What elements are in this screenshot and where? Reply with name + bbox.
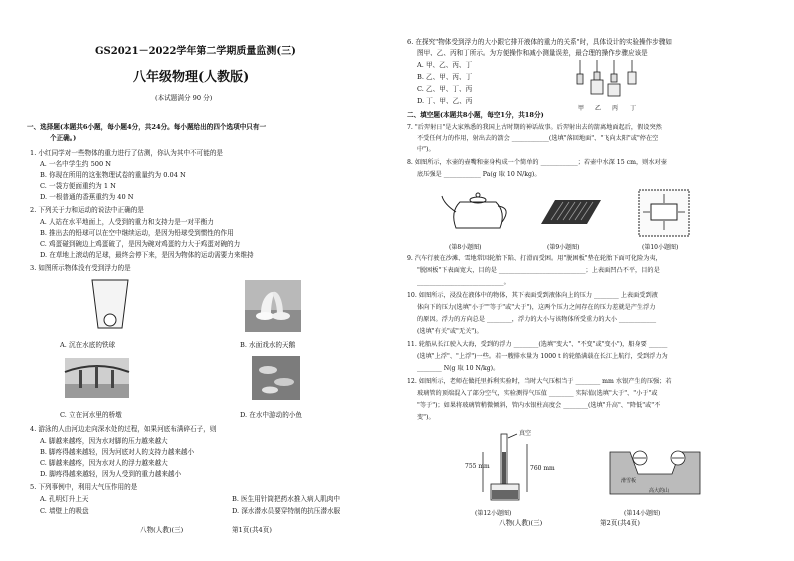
section1-heading-cont: 个正确。)	[50, 134, 77, 142]
q4-stem: 4. 游泳的人由河边走向深水处的过程，如果河底布满碎石子，则	[30, 425, 217, 433]
q6-option-b: B. 乙、甲、丙、丁	[417, 73, 473, 81]
q5-option-c: C. 墙壁上的吸盘	[40, 507, 89, 515]
q6-option-d: D. 丁、甲、乙、丙	[417, 97, 473, 105]
q4-option-c: C. 脚越来越疼，因为水对人的浮力越来越大	[40, 459, 168, 467]
q9-line3: ____________________________。	[417, 279, 510, 286]
q5-option-b: B. 医生用针筒把药水推入病人肌肉中	[232, 495, 340, 503]
fish-image	[252, 356, 300, 400]
q8-line2: 底压强是 ____________ Pa(g 取 10 N/kg)。	[417, 171, 541, 178]
q2-stem: 2. 下列关于力和运动的说法中正确的是	[30, 206, 144, 214]
q11-line2: (选填"上浮"、"上浮")一些。若一艘排水量为 1000 t 的轮船满载在长江上航行，受到浮力为	[417, 353, 668, 360]
q4-option-b: B. 脚疼得越来越轻，因为河底对人的支持力越来越小	[40, 448, 195, 456]
subject-title: 八年级物理(人教版)	[133, 70, 250, 85]
height-760-label: 760 mm	[530, 465, 555, 472]
fig9-caption: (第9小题图)	[547, 244, 580, 251]
q3-stem: 3. 如图所示物体没有受到浮力的是	[30, 264, 131, 272]
q4-option-a: A. 脚越来越疼，因为水对脚的压力越来越大	[40, 437, 168, 445]
q7-line3: 中")。	[417, 146, 435, 153]
q5-stem: 5. 下列事例中，利用大气压作用的是	[30, 483, 138, 491]
footer-code-left: 八物(人教)(三)	[140, 526, 184, 534]
q6-fig-label-4: 丁	[630, 105, 637, 112]
q10-line2: 体向下的压力(选填"小于""等于"或"大于")，这两个压力之间存在的压力差就是产生浮力	[417, 304, 656, 311]
q6-fig-label-3: 丙	[612, 105, 619, 112]
fig8-caption: (第8小题图)	[449, 244, 482, 251]
submerged-block-figure	[637, 188, 691, 238]
q5-option-a: A. 孔明灯升上天	[40, 495, 89, 503]
q1-option-c: C. 一袋方便面重约为 1 N	[40, 182, 116, 190]
fig14-label-2: 高大的山	[649, 488, 670, 494]
q7-line2: 不受任何力的作用，射出去的箭会 ____________(选填"落回地面"、"飞向太阳"或"停在空	[417, 135, 659, 142]
q6-option-a: A. 甲、乙、丙、丁	[417, 61, 473, 69]
fig14-label-1: 滑雪板	[621, 478, 637, 484]
q2-option-d: D. 在草地上滚动的足球，最终会停下来，是因为物体的运动需要力来维持	[40, 251, 254, 259]
q3-option-b: B. 水面戏水的天鹅	[240, 341, 296, 349]
q10-line3: 的原因。浮力的方向总是 ________，浮力的大小与该物体所受重力的大小 ____________	[417, 316, 657, 323]
q5-option-d: D. 深水潜水员要穿特制的抗压潜水服	[232, 507, 341, 515]
q3-option-c: C. 立在河水里的桥墩	[60, 411, 122, 419]
q12-line2: 玻璃管的顶端混入了部分空气，实验测得气压值 ________ 实际值(选填"大于"、"小于"或	[417, 390, 658, 397]
q3-option-d: D. 在水中游动的小鱼	[240, 411, 302, 419]
right-page	[397, 0, 794, 561]
q2-option-b: B. 推出去的铅球可以在空中继续运动，是因为铅球受到惯性的作用	[40, 229, 234, 237]
q12-line3: "等于")；如果将玻璃管稍微倾斜，管内水银柱高度会 ________(选填"升高"、"降低"或"不	[417, 402, 661, 409]
q2-option-a: A. 人站在水平地面上，人受到的重力和支持力是一对平衡力	[40, 218, 214, 226]
footer-code-right: 八物(人教)(三)	[499, 519, 543, 527]
traction-board-figure	[537, 196, 603, 228]
q2-option-c: C. 鸡蛋碰到碗边上鸡蛋破了，是因为碗对鸡蛋的力大于鸡蛋对碗的力	[40, 240, 241, 248]
q12-line1: 12. 如图所示，老师在做托里拆利实验时，当时大气压相当于 ________ mm 水银产生的压强；若	[407, 378, 672, 385]
exam-title: GS2021－2022学年第二学期质量监测(三)	[95, 46, 296, 57]
q11-line3: ________ N(g 取 10 N/kg)。	[417, 365, 500, 372]
q10-line1: 10. 如图所示，浸没在液体中的物体，其下表面受到液体向上的压力 ________ 上表面受到液	[407, 292, 658, 299]
q1-option-d: D. 一根普通的香蕉重约为 40 N	[40, 193, 134, 201]
q12-line4: 变")。	[417, 414, 435, 421]
q6-experiment-figure	[572, 60, 640, 104]
section2-heading: 二、填空题(本题共8小题，每空1分，共18分)	[407, 111, 544, 119]
sunken-iron-ball-image	[90, 278, 130, 330]
bridge-piers-image	[65, 358, 129, 398]
q8-line1: 8. 如图所示，水壶的壶嘴和壶身构成一个简单的 ____________；若壶中水深 15 cm，则水对壶	[407, 159, 667, 166]
q9-line2: "脱困板"下表面宽大，目的是 ____________________________；上表面凹凸不平，目的是	[417, 267, 660, 274]
vacuum-label: 真空	[519, 430, 532, 437]
score-note: (本试题满分 90 分)	[155, 94, 213, 102]
q1-option-b: B. 你现在所用的这张物理试卷的重量约为 0.04 N	[40, 171, 186, 179]
q10-line4: (选填"有关"或"无关")。	[417, 328, 483, 335]
q11-line1: 11. 轮船从长江驶入大海，受到的浮力 ________(选填"变大"、"不变"或"变小")，船身要 ______	[407, 341, 668, 348]
section1-heading: 一、选择题(本题共6小题，每小题4分，共24分。每小题给出的四个选项中只有一	[27, 123, 267, 131]
height-755-label: 755 mm	[465, 463, 490, 470]
fig10-caption: (第10小题图)	[642, 244, 679, 251]
fig14-caption: (第14小题图)	[624, 510, 661, 517]
q4-option-d: D. 脚疼得越来越轻，因为人受到的重力越来越小	[40, 470, 182, 478]
q7-line1: 7. "后羿射日"是大家熟悉的我国上古时期的神话故事。后羿射出去的箭离地面起后，假设突然	[407, 124, 662, 131]
q6-option-c: C. 乙、甲、丁、丙	[417, 85, 473, 93]
swans-image	[245, 280, 301, 332]
teapot-figure	[442, 190, 512, 232]
fig12-caption: (第12小题图)	[475, 510, 512, 517]
q6-fig-label-1: 甲	[578, 105, 585, 112]
page-number-right: 第2页(共4页)	[600, 519, 640, 527]
q1-stem: 1. 小红同学对一些物体的重力进行了估测，你认为其中不可能的是	[30, 149, 224, 157]
q1-option-a: A. 一名中学生约 500 N	[40, 160, 112, 168]
q9-line1: 9. 汽车行驶在沙滩、雪地常因轮胎下陷、打滑而受困。用"脱困板"垫在轮胎下面可化险为夷，	[407, 255, 662, 262]
q6-stem: 6. 在探究"物体受到浮力的大小跟它排开液体的重力的关系"时，具体设计的实验操作步骤如	[407, 38, 673, 46]
q3-option-a: A. 沉在水底的铁球	[60, 341, 116, 349]
page-number-left: 第1页(共4页)	[232, 526, 272, 534]
q6-fig-label-2: 乙	[595, 105, 602, 112]
q6-stem-cont: 图甲、乙、丙和丁所示。为方便操作和减小测量误差，最合理的操作步骤应该是	[417, 49, 648, 57]
